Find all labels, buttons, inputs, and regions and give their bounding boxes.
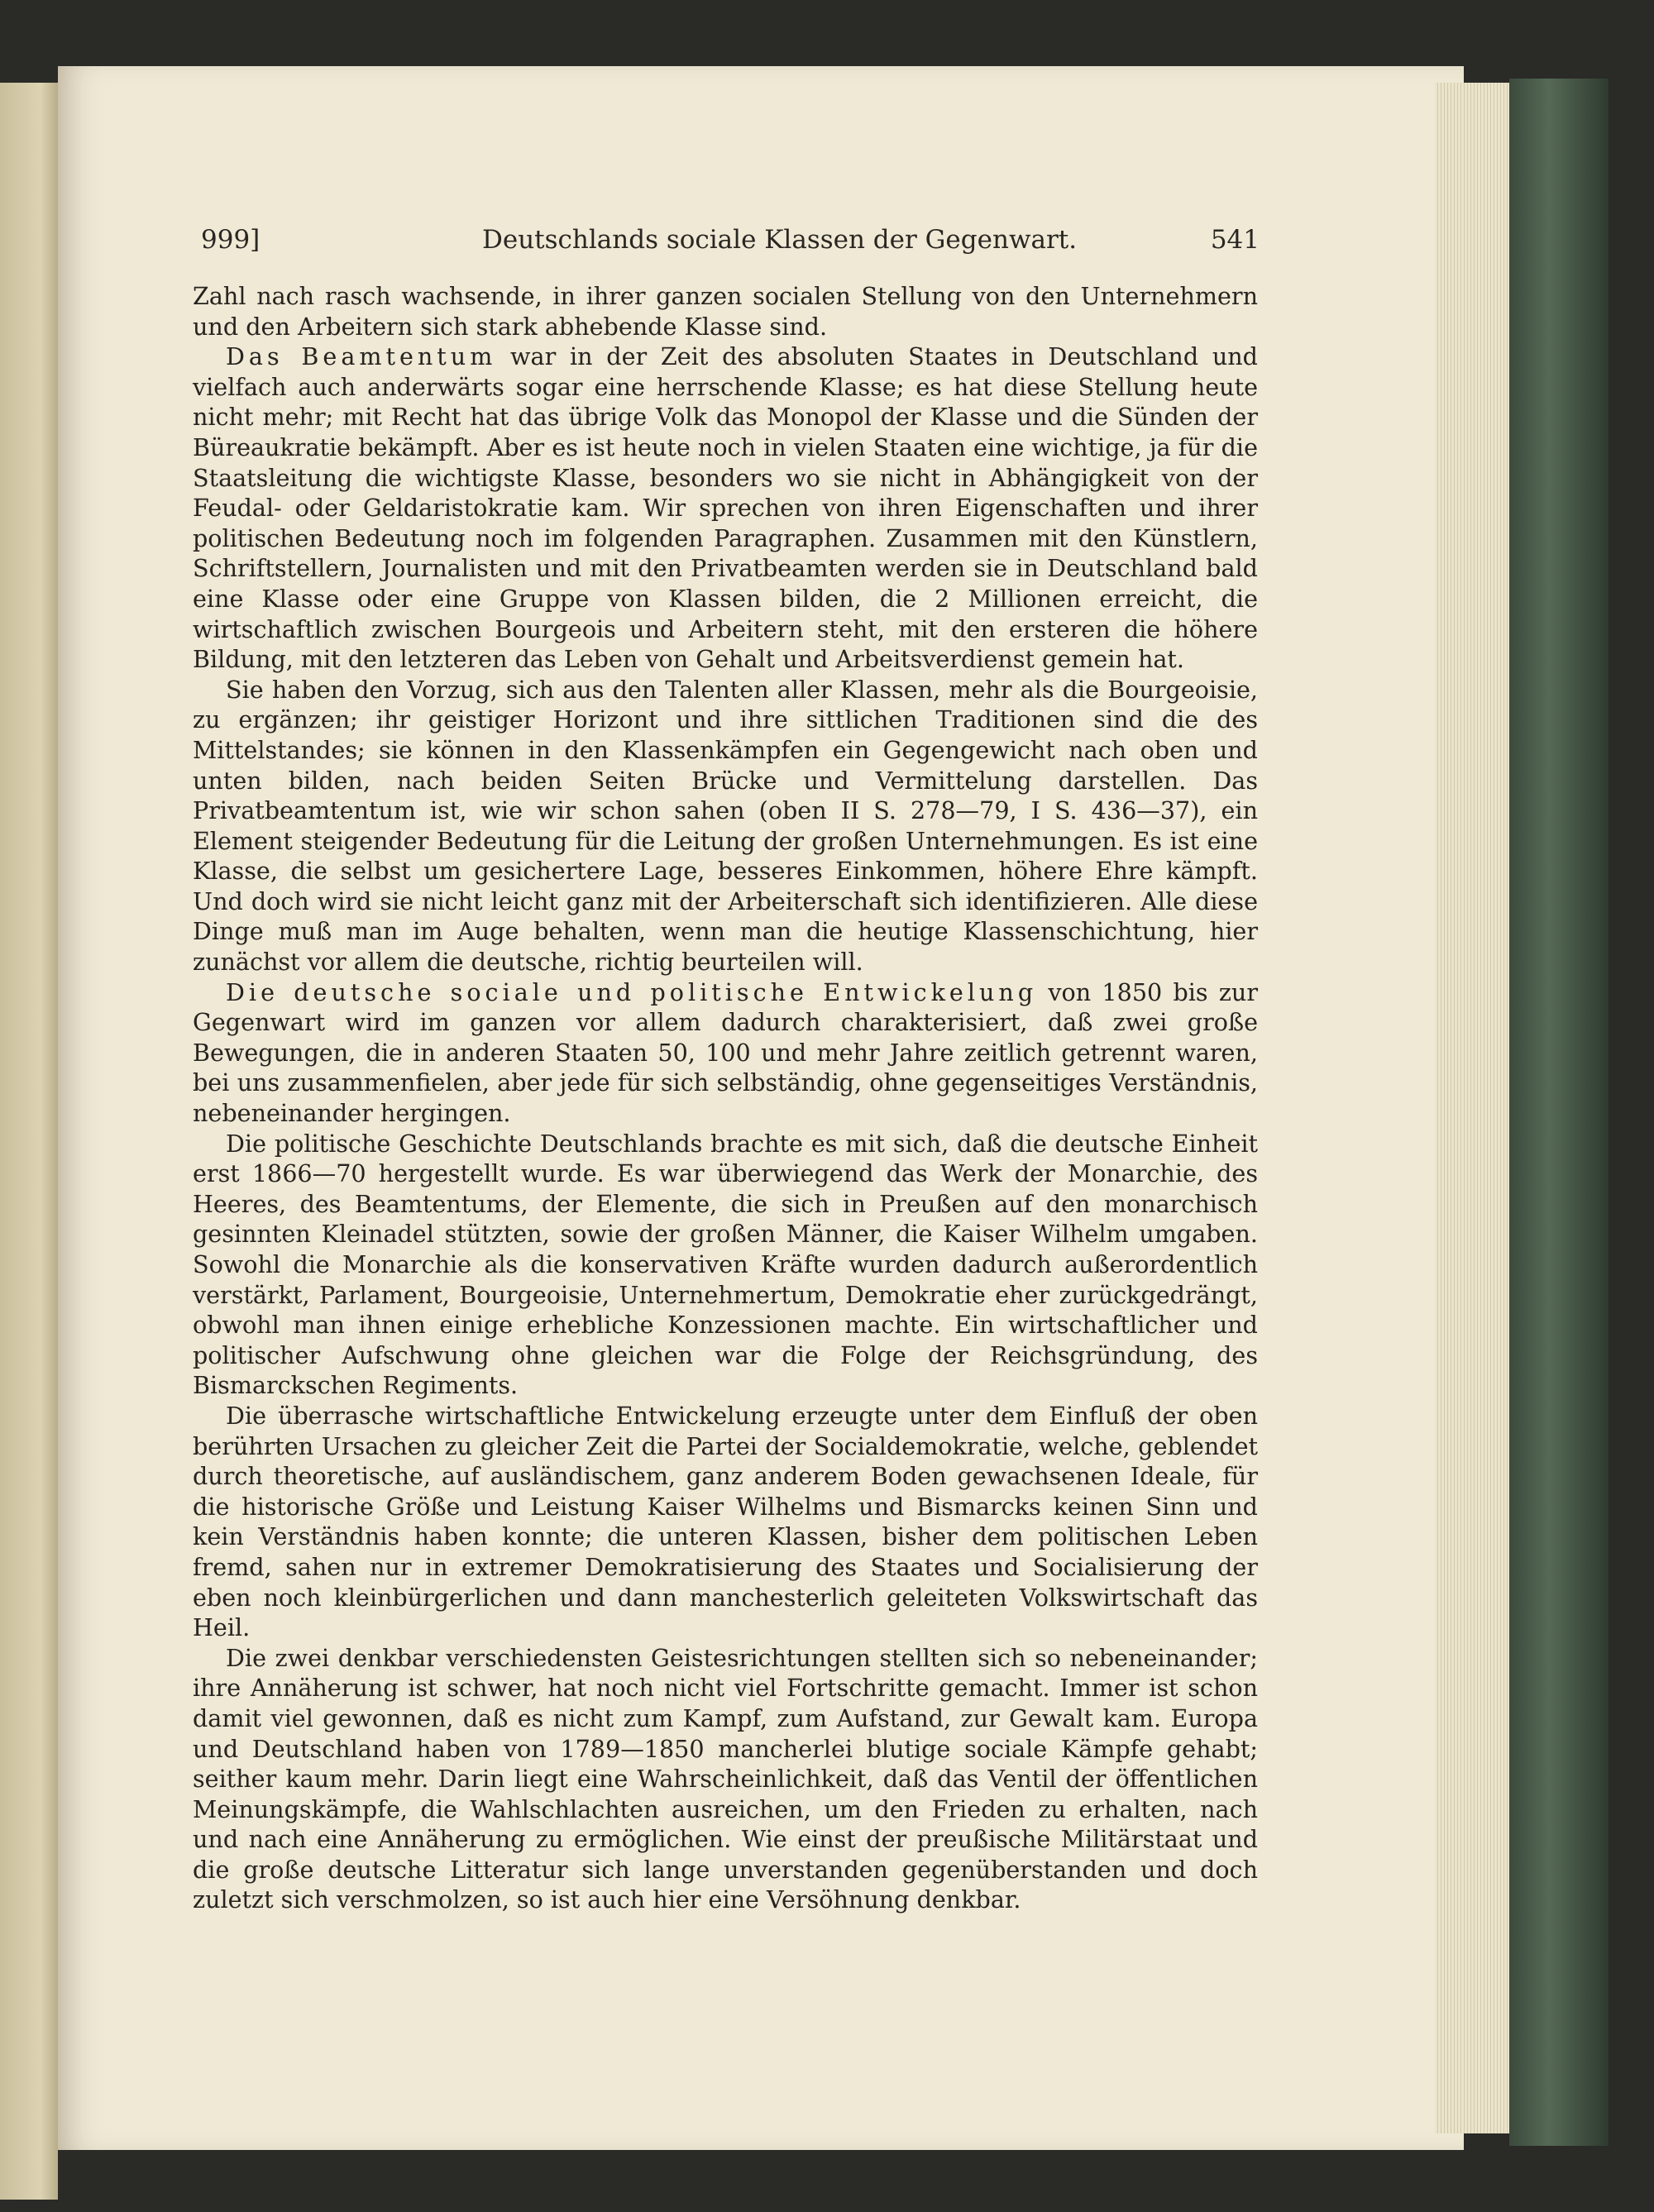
book-cover-edge bbox=[1509, 79, 1609, 2146]
paragraph: Die politische Geschichte Deutschlands brachte es mit sich, daß die deutsche Einheit erst 1866—70 hergestellt wurde. Es war überwiegend das Werk der Monarchie, des Heeres, des Beamtentums, der Elemente, die sich in Preußen auf den monarchisch gesinnten Kleinadel stützten, sowie der großen Männer, die Kaiser Wilhelm umgaben. Sowohl die Monarchie als die konservativen Kräfte wurden dadurch außerordentlich verstärkt, Parlament, Bourgeoisie, Unternehmertum, Demokratie eher zurückgedrängt, obwohl man ihnen einige erhebliche Konzessionen machte. Ein wirtschaftlicher und politischer Aufschwung ohne gleichen war die Folge der Reichsgründung, des Bismarckschen Regiments. bbox=[193, 1129, 1258, 1400]
running-header bbox=[201, 225, 1260, 261]
page-stack-edges bbox=[1435, 83, 1509, 2133]
spaced-emphasis: Die deutsche sociale und politische Entwickelung bbox=[226, 977, 1038, 1006]
paragraph: Die zwei denkbar verschiedensten Geistesrichtungen stellten sich so nebeneinander; ihre Annäherung ist schwer, hat noch nicht viel Fortschritte gemacht. Immer ist schon damit viel gewonnen, daß es nicht zum Kampf, zum Aufstand, zur Gewalt kam. Europa und Deutschland haben von 1789—1850 mancherlei blutige sociale Kämpfe gehabt; seither kaum mehr. Darin liegt eine Wahrscheinlichkeit, daß das Ventil der öffentlichen Meinungskämpfe, die Wahlschlachten ausreichen, um den Frieden zu erhalten, nach und nach eine Annäherung zu ermöglichen. Wie einst der preußische Militärstaat und die große deutsche Litteratur sich lange unverstanden gegenüberstanden und doch zuletzt sich verschmolzen, so ist auch hier eine Versöhnung denkbar. bbox=[193, 1643, 1258, 1914]
paragraph: Zahl nach rasch wachsende, in ihrer ganzen socialen Stellung von den Unternehmern und den Arbeitern sich stark abhebende Klasse sind. bbox=[193, 282, 1258, 341]
section-number: 999] bbox=[201, 225, 261, 255]
paragraph: Die überrasche wirtschaftliche Entwickelung erzeugte unter dem Einfluß der oben berührten Ursachen zu gleicher Zeit die Partei der Socialdemokratie, welche, geblendet durch theoretische, auf ausländischem, ganz anderem Boden gewachsenen Ideale, für die historische Größe und Leistung Kaiser Wilhelms und Bismarcks keinen Sinn und kein Verständnis haben konnte; die unteren Klassen, bisher dem politischen Leben fremd, sahen nur in extremer Demokratisierung des Staates und Socialisierung der eben noch kleinbürgerlichen und dann manchesterlich geleiteten Volkswirtschaft das Heil. bbox=[193, 1401, 1258, 1642]
paragraph: Sie haben den Vorzug, sich aus den Talenten aller Klassen, mehr als die Bourgeoisie, zu ergänzen; ihr geistiger Horizont und ihre sittlichen Traditionen sind die des Mittelstandes; sie können in den Klassenkämpfen ein Gegengewicht nach oben und unten bilden, nach beiden Seiten Brücke und Vermittelung darstellen. Das Privatbeamtentum ist, wie wir schon sahen (oben II S. 278—79, I S. 436—37), ein Element steigender Bedeutung für die Leitung der großen Unternehmungen. Es ist eine Klasse, die selbst um gesichertere Lage, besseres Einkommen, höhere Ehre kämpft. Und doch wird sie nicht leicht ganz mit der Arbeiterschaft sich identifizieren. Alle diese Dinge muß man im Auge behalten, wenn man die heutige Klassenschichtung, hier zunächst vor allem die deutsche, richtig beurteilen will. bbox=[193, 675, 1258, 977]
left-page-edge bbox=[0, 83, 58, 2200]
spaced-emphasis: Das Beamtentum bbox=[226, 342, 497, 371]
body-text bbox=[193, 281, 1258, 1915]
page-number: 541 bbox=[1210, 225, 1260, 255]
running-title: Deutschlands sociale Klassen der Gegenwart. bbox=[482, 225, 1078, 255]
paragraph: Die deutsche sociale und politische Entwickelung von 1850 bis zur Gegenwart wird im ganzen vor allem dadurch charakterisiert, daß zwei große Bewegungen, die in anderen Staaten 50, 100 und mehr Jahre zeitlich getrennt waren, bei uns zusammenfielen, aber jede für sich selbständig, ohne gegenseitiges Verständnis, nebeneinander hergingen. bbox=[193, 977, 1258, 1128]
paragraph: Das Beamtentum war in der Zeit des absoluten Staates in Deutschland und vielfach auch anderwärts sogar eine herrschende Klasse; es hat diese Stellung heute nicht mehr; mit Recht hat das übrige Volk das Monopol der Klasse und die Sünden der Büreaukratie bekämpft. Aber es ist heute noch in vielen Staaten eine wichtige, ja für die Staatsleitung die wichtigste Klasse, besonders wo sie nicht in Abhängigkeit von der Feudal- oder Geldaristokratie kam. Wir sprechen von ihren Eigenschaften und ihrer politischen Bedeutung noch im folgenden Paragraphen. Zusammen mit den Künstlern, Schriftstellern, Journalisten und mit den Privatbeamten werden sie in Deutschland bald eine Klasse oder eine Gruppe von Klassen bilden, die 2 Millionen erreicht, die wirtschaftlich zwischen Bourgeois und Arbeitern steht, mit den ersteren die höhere Bildung, mit den letzteren das Leben von Gehalt und Arbeitsverdienst gemein hat. bbox=[193, 342, 1258, 674]
